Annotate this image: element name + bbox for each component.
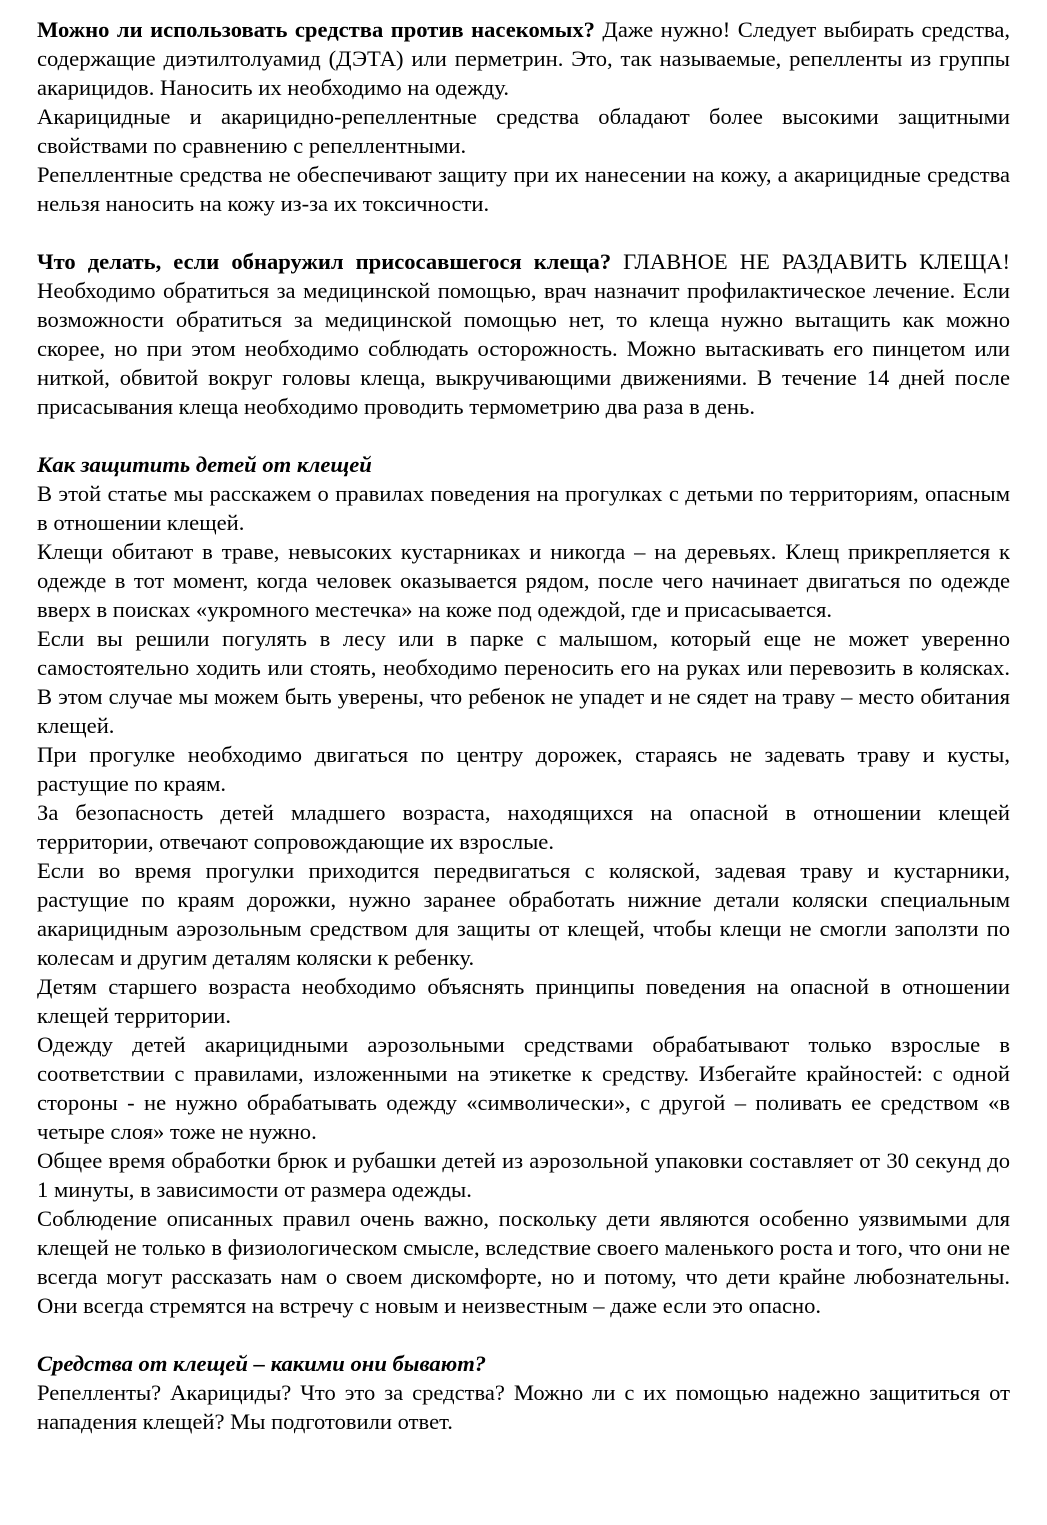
body-paragraph: За безопасность детей младшего возраста, находящихся на опасной в отношении клещей территории, отвечают сопровождающие их взрослые. — [37, 800, 1010, 854]
document-page — [37, 15, 1010, 1436]
body-paragraph: Репелленты? Акарициды? Что это за средства? Можно ли с их помощью надежно защититься от нападения клещей? Мы подготовили ответ. — [37, 1380, 1010, 1434]
insect-repellent-question: Можно ли использовать средства против насекомых? — [37, 17, 595, 42]
section-title-protect-children: Как защитить детей от клещей — [37, 452, 372, 477]
acaricide-comparison-paragraph: Акарицидные и акарицидно-репеллентные средства обладают более высокими защитными свойствами по сравнению с репеллентными. — [37, 104, 1010, 158]
section-title-tick-remedies: Средства от клещей – какими они бывают? — [37, 1351, 487, 1376]
body-paragraph: Если вы решили погулять в лесу или в парке с малышом, который еще не может уверенно самостоятельно ходить или стоять, необходимо переносить его на руках или перевозить в колясках. В этом случае мы можем быть уверены, что ребенок не упадет и не сядет на траву – место обитания клещей. — [37, 626, 1010, 738]
body-paragraph: Клещи обитают в траве, невысоких кустарниках и никогда – на деревьях. Клещ прикрепляется к одежде в тот момент, когда человек оказывается рядом, после чего начинает двигаться по одежде вверх в поисках «укромного местечка» на коже под одеждой, где и присасывается. — [37, 539, 1010, 622]
spacer — [37, 1320, 1010, 1349]
spacer — [37, 218, 1010, 247]
attached-tick-answer: ГЛАВНОЕ НЕ РАЗДАВИТЬ КЛЕЩА! Необходимо обратиться за медицинской помощью, врач назначит профилактическое лечение. Если возможности обратиться за медицинской помощью нет, то клеща нужно вытащить как можно скорее, но при этом необходимо соблюдать осторожность. Можно вытаскивать его пинцетом или ниткой, обвитой вокруг головы клеща, выкручивающими движениями. В течение 14 дней после присасывания клеща необходимо проводить термометрию два раза в день. — [37, 249, 1010, 419]
attached-tick-question: Что делать, если обнаружил присосавшегося клеща? — [37, 249, 612, 274]
body-paragraph: Одежду детей акарицидными аэрозольными средствами обрабатывают только взрослые в соответствии с правилами, изложенными на этикетке к средству. Избегайте крайностей: с одной стороны - не нужно обрабатывать одежду «символически», с другой – поливать ее средством «в четыре слоя» тоже не нужно. — [37, 1032, 1010, 1144]
body-paragraph: Соблюдение описанных правил очень важно, поскольку дети являются особенно уязвимыми для клещей не только в физиологическом смысле, вследствие своего маленького роста и того, что они не всегда могут рассказать нам о своем дискомфорте, но и потому, что дети крайне любознательны. Они всегда стремятся на встречу с новым и неизвестным – даже если это опасно. — [37, 1206, 1010, 1318]
body-paragraph: Если во время прогулки приходится передвигаться с коляской, задевая траву и кустарники, растущие по краям дорожки, нужно заранее обработать нижние детали коляски специальным акарицидным аэрозольным средством для защиты от клещей, чтобы клещи не смогли заползти по колесам и другим деталям коляски к ребенку. — [37, 858, 1010, 970]
body-paragraph: При прогулке необходимо двигаться по центру дорожек, стараясь не задевать траву и кусты, растущие по краям. — [37, 742, 1010, 796]
insect-repellent-answer: Даже нужно! Следует выбирать средства, содержащие диэтилтолуамид (ДЭТА) или перметрин. Это, так называемые, репелленты из группы акарицидов. Наносить их необходимо на одежду. — [37, 17, 1010, 100]
repellent-skin-paragraph: Репеллентные средства не обеспечивают защиту при их нанесении на кожу, а акарицидные средства нельзя наносить на кожу из-за их токсичности. — [37, 162, 1010, 216]
attached-tick-paragraph — [37, 247, 1010, 421]
spacer — [37, 421, 1010, 450]
body-paragraph: Детям старшего возраста необходимо объяснять принципы поведения на опасной в отношении клещей территории. — [37, 974, 1010, 1028]
body-paragraph: Общее время обработки брюк и рубашки детей из аэрозольной упаковки составляет от 30 секунд до 1 минуты, в зависимости от размера одежды. — [37, 1148, 1010, 1202]
body-paragraph: В этой статье мы расскажем о правилах поведения на прогулках с детьми по территориям, опасным в отношении клещей. — [37, 481, 1010, 535]
insect-repellent-paragraph — [37, 15, 1010, 102]
